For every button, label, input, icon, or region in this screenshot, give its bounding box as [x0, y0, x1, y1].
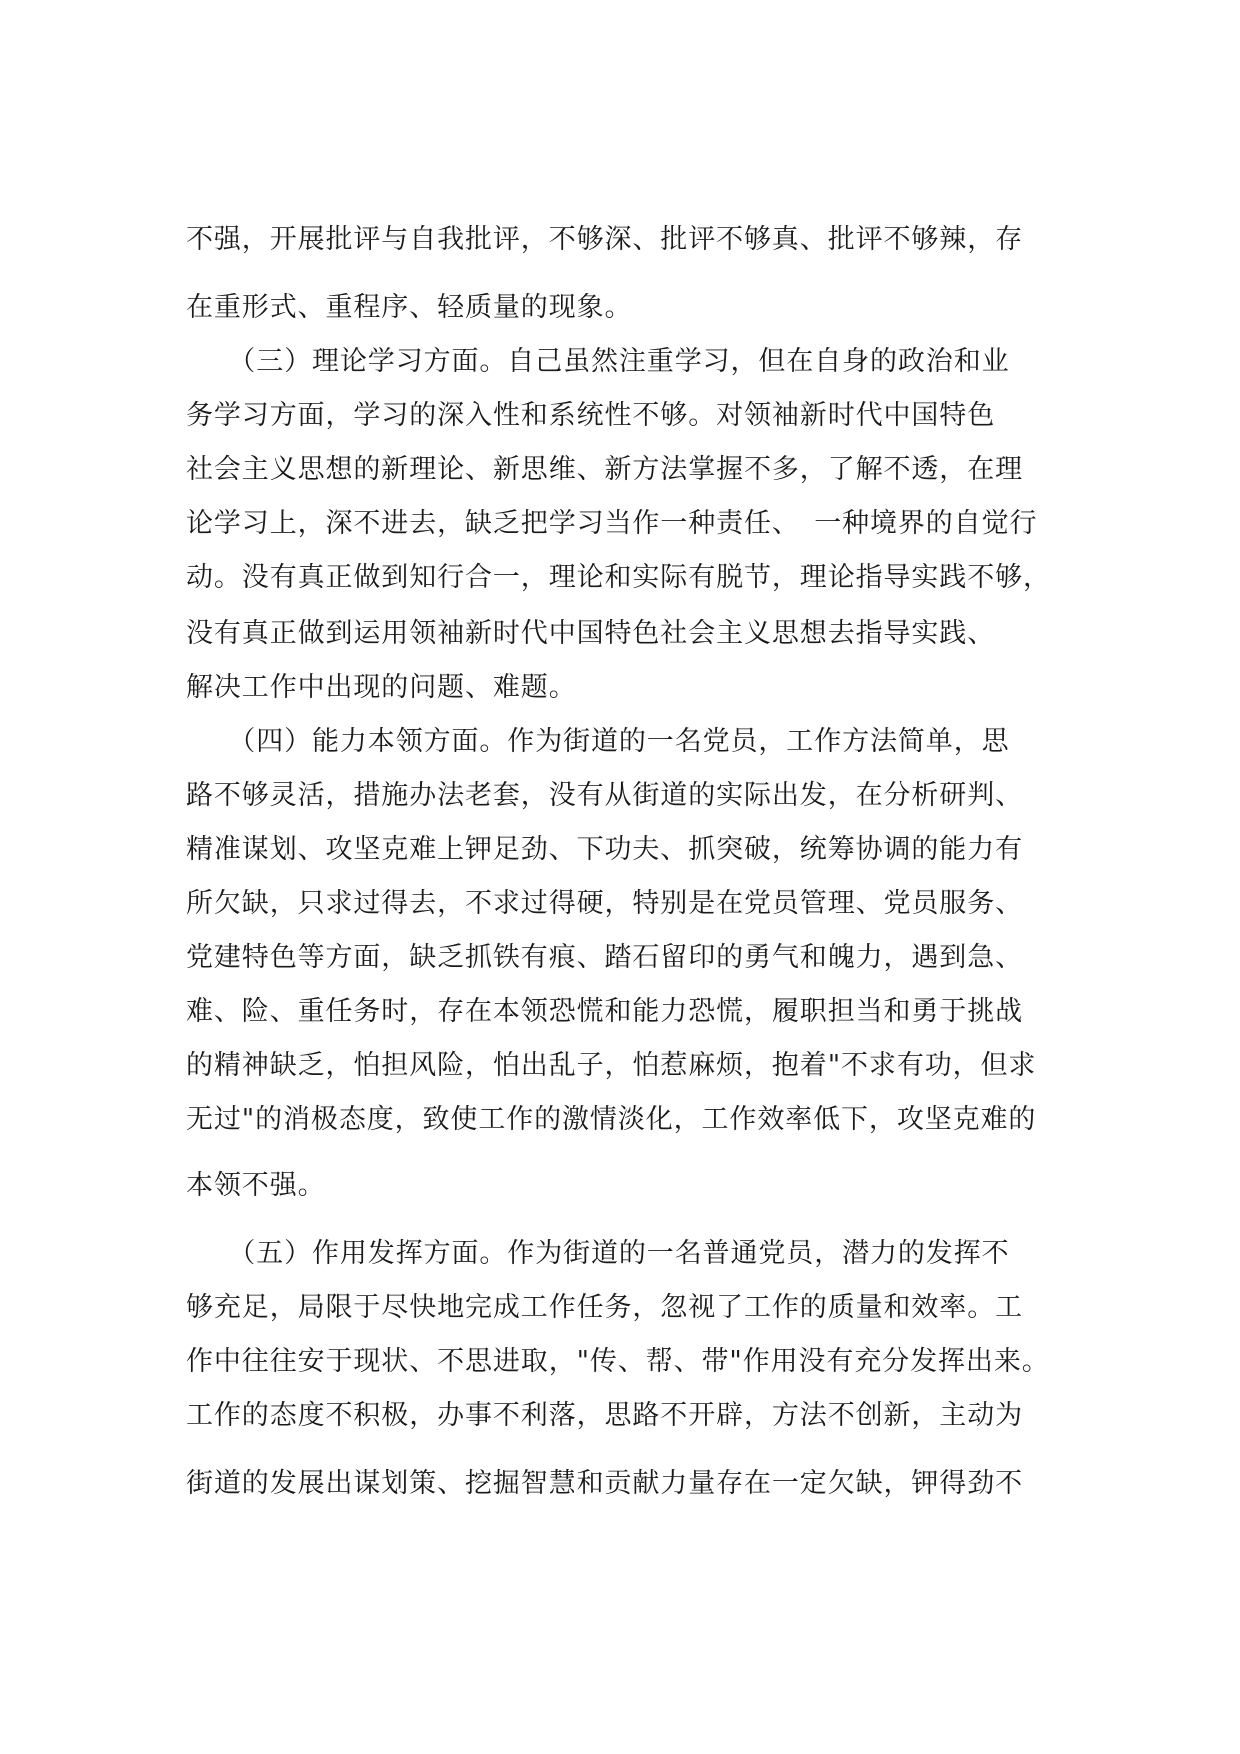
text-line: 动。没有真正做到知行合一，理论和实际有脱节，理论指导实践不够，: [186, 562, 1051, 593]
text-line: 够充足，局限于尽快地完成工作任务，忽视了工作的质量和效率。工: [186, 1292, 1023, 1323]
text-line: 所欠缺，只求过得去，不求过得硬，特别是在党员管理、党员服务、: [186, 888, 1023, 919]
text-line: 的精神缺乏，怕担风险，怕出乱子，怕惹麻烦，抱着"不求有功，但求: [186, 1050, 1037, 1081]
text-line: 解决工作中出现的问题、难题。: [186, 672, 577, 703]
text-line: 精准谋划、攻坚克难上钾足劲、下功夫、抓突破，统筹协调的能力有: [186, 834, 1023, 865]
text-line: 难、险、重任务时，存在本领恐慌和能力恐慌，履职担当和勇于挑战: [186, 996, 1023, 1027]
text-line: 工作的态度不积极，办事不利落，思路不开辟，方法不创新，主动为: [186, 1400, 1023, 1431]
text-line: 作中往往安于现状、不思进取，"传、帮、带"作用没有充分发挥出来。: [186, 1346, 1050, 1377]
text-line: 不强，开展批评与自我批评，不够深、批评不够真、批评不够辣，存: [186, 224, 1023, 255]
text-line: 路不够灵活，措施办法老套，没有从街道的实际出发，在分析研判、: [186, 780, 1023, 811]
text-line: 没有真正做到运用领袖新时代中国特色社会主义思想去指导实践、: [186, 618, 996, 649]
text-line: 街道的发展出谋划策、挖掘智慧和贡献力量存在一定欠缺，钾得劲不: [186, 1468, 1023, 1499]
text-line: 无过"的消极态度，致使工作的激情淡化，工作效率低下，攻坚克难的: [186, 1104, 1037, 1135]
text-line: 务学习方面，学习的深入性和系统性不够。对领袖新时代中国特色: [186, 400, 996, 431]
text-line: 论学习上，深不进去，缺乏把学习当作一种责任、 一种境界的自觉行: [186, 508, 1038, 539]
paragraph-heading-4: （四）能力本领方面。作为街道的一名党员，工作方法简单，思: [186, 726, 1010, 757]
paragraph-heading-3: （三）理论学习方面。自己虽然注重学习，但在自身的政治和业: [186, 346, 1010, 377]
text-line: 在重形式、重程序、轻质量的现象。: [186, 292, 633, 323]
paragraph-heading-5: （五）作用发挥方面。作为街道的一名普通党员，潜力的发挥不: [186, 1238, 1010, 1269]
text-line: 党建特色等方面，缺乏抓铁有痕、踏石留印的勇气和魄力，遇到急、: [186, 942, 1023, 973]
text-line: 本领不强。: [186, 1170, 326, 1201]
text-line: 社会主义思想的新理论、新思维、新方法掌握不多，了解不透，在理: [186, 454, 1023, 485]
